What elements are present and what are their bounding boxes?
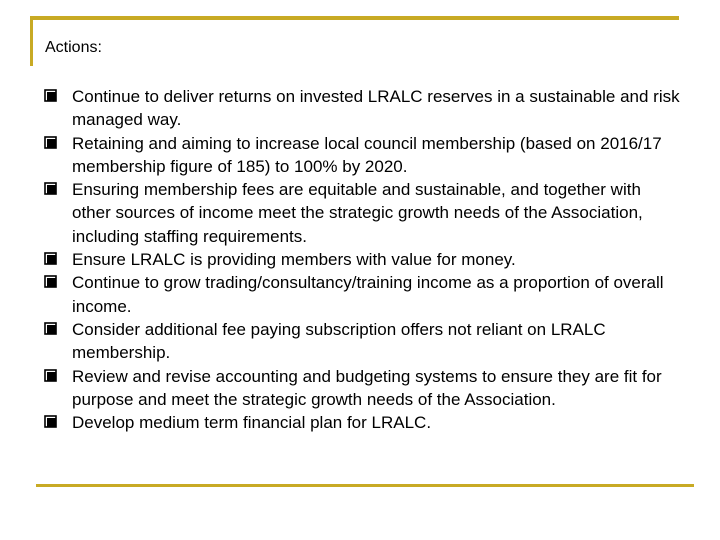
- bullet-text: Develop medium term financial plan for LRALC.: [72, 413, 432, 433]
- checkbox-square-icon: [44, 322, 57, 335]
- bullet-item: [44, 411, 684, 434]
- bullet-text: Consider additional fee paying subscription offers not reliant on LRALC membership.: [72, 319, 606, 363]
- checkbox-square-icon: [44, 415, 57, 428]
- bullet-item: [44, 178, 684, 248]
- checkbox-square-icon: [44, 182, 57, 195]
- bullet-text: Review and revise accounting and budgeting systems to ensure they are fit for purpose and meet the strategic growth needs of the Association.: [72, 366, 662, 409]
- bullet-item: [44, 271, 684, 318]
- bullet-item: [44, 365, 684, 412]
- checkbox-square-icon: [44, 89, 57, 102]
- bullet-text: Continue to deliver returns on invested LRALC reserves in a sustainable and risk managed way.: [72, 87, 680, 130]
- bullet-list: [44, 85, 684, 434]
- bullet-item: [44, 248, 684, 271]
- top-border-line: [30, 16, 679, 20]
- bullet-text: Ensure LRALC is providing members with value for money.: [72, 250, 516, 270]
- checkbox-square-icon: [44, 252, 57, 265]
- bullet-item: [44, 85, 684, 132]
- checkbox-square-icon: [44, 369, 57, 382]
- bottom-border-line: [36, 484, 694, 487]
- bullet-text: Continue to grow trading/consultancy/training income as a proportion of overall income.: [72, 273, 664, 316]
- bullet-item: [44, 318, 684, 365]
- checkbox-square-icon: [44, 275, 57, 288]
- bullet-text: Retaining and aiming to increase local council membership (based on 2016/17 membership figure of 185) to 100% by 2020.: [72, 133, 662, 176]
- bullet-text: Ensuring membership fees are equitable and sustainable, and together with other sources of income meet the strategic growth needs of the Association, including staffing requirements.: [72, 180, 643, 246]
- checkbox-square-icon: [44, 136, 57, 149]
- left-border-line: [30, 16, 33, 66]
- bullet-item: [44, 132, 684, 179]
- slide-title: Actions:: [45, 39, 102, 56]
